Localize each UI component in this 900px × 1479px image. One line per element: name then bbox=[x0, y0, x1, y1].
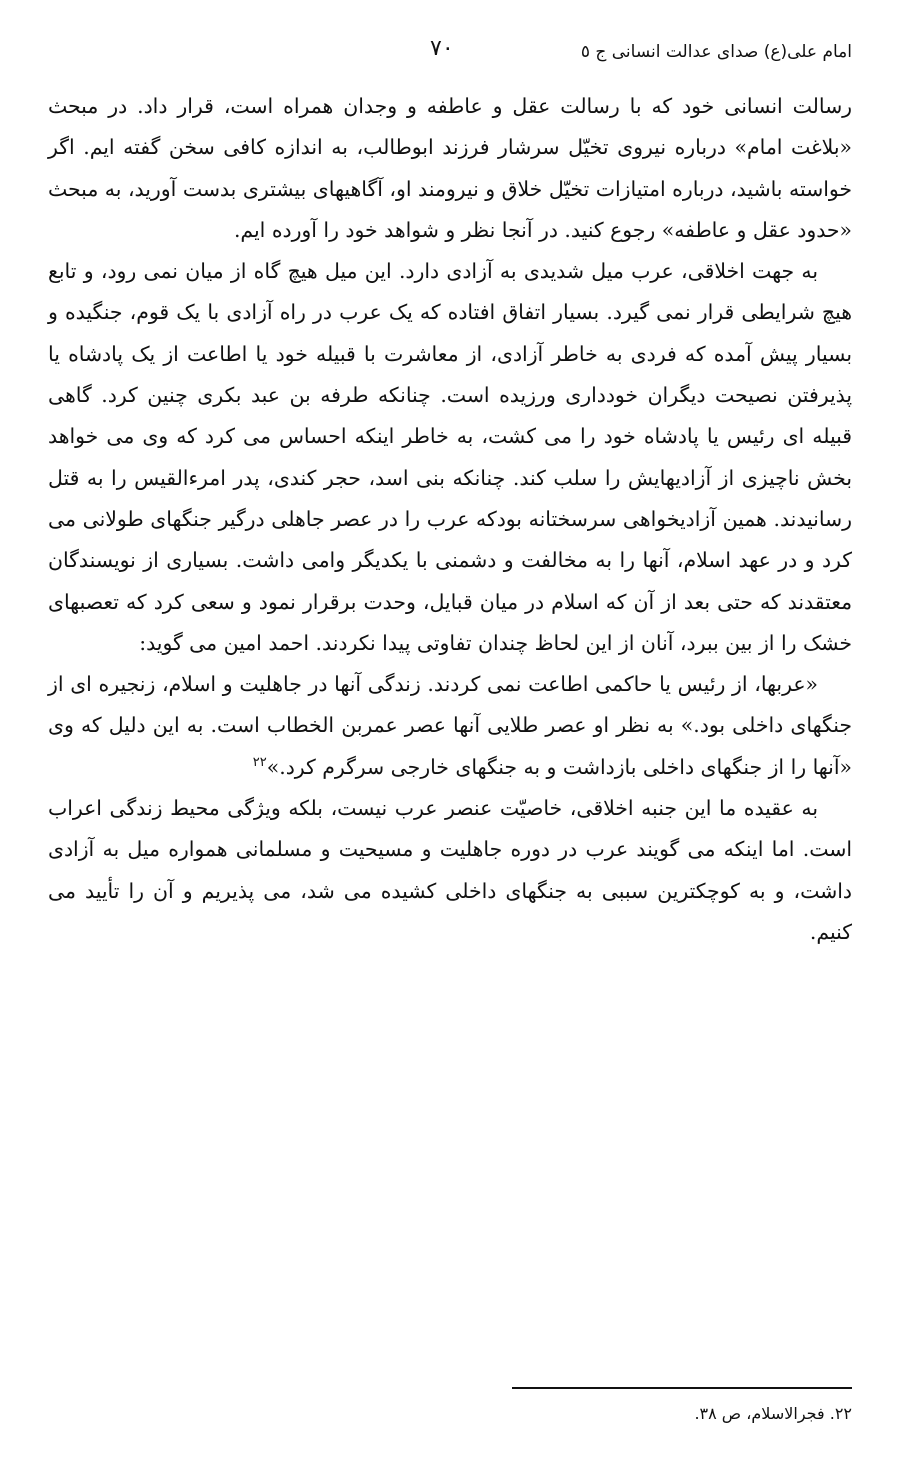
quote-text: «عربها، از رئیس یا حاکمی اطاعت نمی کردند. زندگی آنها در جاهلیت و اسلام، زنجیره ای از جنگهای داخلی بود.» به نظر او عصر طلایی آنها عصر عمربن الخطاب است. به این دلیل که وی «آنها را از جنگهای داخلی بازداشت و به جنگهای خارجی سرگرم کرد.» bbox=[48, 672, 852, 779]
paragraph-4: به عقیده ما این جنبه اخلاقی، خاصیّت عنصر عرب نیست، بلکه ویژگی محیط زندگی اعراب است. اما اینکه می گویند عرب در دوره جاهلیت و مسیحیت و مسلمانی همواره میل به آزادی داشت، و به کوچکترین سببی به جنگهای داخلی کشیده می شد، می پذیریم و آن را تأیید می کنیم. bbox=[48, 796, 852, 944]
footnote-divider bbox=[512, 1387, 852, 1389]
paragraph-1: رسالت انسانی خود که با رسالت عقل و عاطفه و وجدان همراه است، قرار داد. در مبحث «بلاغت امام» درباره نیروی تخیّل سرشار فرزند ابوطالب، به اندازه کافی سخن گفته ایم. اگر خواسته باشید، درباره امتیازات تخیّل خلاق و نیرومند او، آگاهیهای بیشتری بدست آورید، به مبحث «حدود عقل و عاطفه» رجوع کنید. در آنجا نظر و شواهد خود را آورده ایم. bbox=[48, 94, 852, 242]
paragraph-3-quote bbox=[48, 664, 852, 788]
book-title: امام علی(ع) صدای عدالت انسانی ج ٥ bbox=[580, 42, 852, 62]
footnote: ٢٢. فجرالاسلام، ص ٣٨. bbox=[694, 1404, 852, 1423]
body-text bbox=[48, 86, 852, 953]
footnote-reference: ٢٢ bbox=[252, 754, 267, 770]
running-header bbox=[50, 38, 852, 72]
paragraph-2: به جهت اخلاقی، عرب میل شدیدی به آزادی دارد. این میل هیچ گاه از میان نمی رود، و تابع هیچ شرایطی قرار نمی گیرد. بسیار اتفاق افتاده که یک عرب در راه آزادی با یک قوم، جنگیده و بسیار پیش آمده که فردی به خاطر آزادی، از معاشرت با قبیله خود یا اطاعت از یک پادشاه یا پذیرفتن نصیحت دیگران خودداری ورزیده است. چنانکه طرفه بن عبد بکری چنین کرد. گاهی قبیله ای رئیس یا پادشاه خود را می کشت، به خاطر اینکه احساس می کرد که وی می خواهد بخش ناچیزی از آزادیهایش را سلب کند. چنانکه بنی اسد، حجر کندی، پدر امرءالقیس را به قتل رسانیدند. همین آزادیخواهی سرسختانه بودکه عرب را در عصر جاهلی درگیر جنگهای طولانی می کرد و در عهد اسلام، آنها را به مخالفت و دشمنی با یکدیگر وامی داشت. بسیاری از نویسندگان معتقدند که حتی بعد از آن که اسلام در میان قبایل، وحدت برقرار نمود و سعی کرد که تعصبهای خشک را از بین ببرد، آنان از این لحاظ چندان تفاوتی پیدا نکردند. احمد امین می گوید: bbox=[48, 259, 852, 655]
page-number: ٧٠ bbox=[430, 36, 454, 61]
